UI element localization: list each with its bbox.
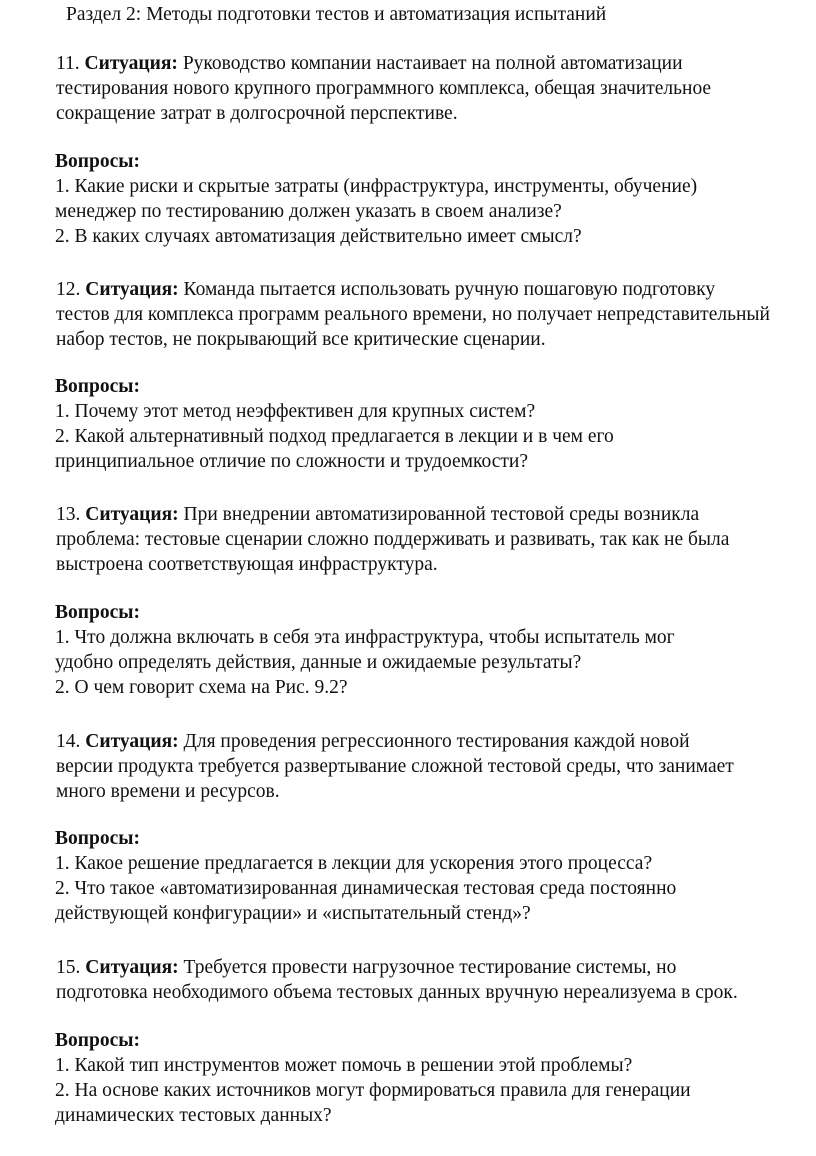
situation-block <box>2 502 810 577</box>
question-line: 2. Что такое «автоматизированная динамическая тестовая среда постоянно <box>55 878 677 899</box>
situation-line <box>2 51 810 76</box>
question-line: принципиальное отличие по сложности и трудоемкости? <box>55 451 528 472</box>
question-line: 1. Какой тип инструментов может помочь в решении этой проблемы? <box>55 1055 633 1076</box>
situation-label: Ситуация: <box>85 504 179 525</box>
situation-number: 13. <box>56 504 81 525</box>
situation-line <box>2 729 810 754</box>
situation-line <box>2 277 810 302</box>
situation-line: сокращение затрат в долгосрочной перспективе. <box>56 103 458 124</box>
situation-text: При внедрении автоматизированной тестовой среды возникла <box>183 504 700 525</box>
questions-heading: Вопросы: <box>55 828 140 849</box>
situation-label: Ситуация: <box>85 279 179 300</box>
situation-label: Ситуация: <box>85 731 179 752</box>
situation-number: 14. <box>56 731 81 752</box>
questions-block <box>55 826 805 926</box>
situation-block <box>2 729 810 804</box>
question-line: 2. О чем говорит схема на Рис. 9.2? <box>55 677 348 698</box>
situation-text: Руководство компании настаивает на полной автоматизации <box>182 53 683 74</box>
situation-text: Требуется провести нагрузочное тестирование системы, но <box>183 957 677 978</box>
question-line: действующей конфигурации» и «испытательный стенд»? <box>55 903 531 924</box>
questions-block <box>55 149 805 249</box>
situation-line: проблема: тестовые сценарии сложно поддерживать и развивать, так как не была <box>56 529 730 550</box>
section-title: Раздел 2: Методы подготовки тестов и автоматизация испытаний <box>66 4 607 25</box>
questions-heading: Вопросы: <box>55 602 140 623</box>
situation-block <box>2 955 810 1005</box>
question-line: 1. Какие риски и скрытые затраты (инфраструктура, инструменты, обучение) <box>55 176 698 197</box>
questions-block <box>55 1028 805 1128</box>
situation-number: 15. <box>56 957 81 978</box>
situation-line: версии продукта требуется развертывание сложной тестовой среды, что занимает <box>56 756 734 777</box>
question-line: 2. На основе каких источников могут формироваться правила для генерации <box>55 1080 691 1101</box>
situation-line: тестирования нового крупного программного комплекса, обещая значительное <box>56 78 712 99</box>
situation-line: подготовка необходимого объема тестовых данных вручную нереализуема в срок. <box>56 982 738 1003</box>
situation-line: тестов для комплекса программ реального времени, но получает непредставительный <box>56 304 770 325</box>
question-line: 2. Какой альтернативный подход предлагается в лекции и в чем его <box>55 426 614 447</box>
situation-label: Ситуация: <box>84 53 178 74</box>
situation-block <box>2 277 810 352</box>
question-line: удобно определять действия, данные и ожидаемые результаты? <box>55 652 582 673</box>
situation-text: Для проведения регрессионного тестирования каждой новой <box>183 731 690 752</box>
question-line: 2. В каких случаях автоматизация действительно имеет смысл? <box>55 226 582 247</box>
situation-line: набор тестов, не покрывающий все критические сценарии. <box>56 329 546 350</box>
questions-block <box>55 374 805 474</box>
situation-line <box>2 502 810 527</box>
situation-label: Ситуация: <box>85 957 179 978</box>
questions-heading: Вопросы: <box>55 1030 140 1051</box>
situation-text: Команда пытается использовать ручную пошаговую подготовку <box>183 279 716 300</box>
situation-line: много времени и ресурсов. <box>56 781 280 802</box>
situation-number: 12. <box>56 279 81 300</box>
questions-heading: Вопросы: <box>55 376 140 397</box>
situation-block <box>2 51 810 126</box>
situation-line <box>2 955 810 980</box>
question-line: менеджер по тестированию должен указать в своем анализе? <box>55 201 562 222</box>
situation-line: выстроена соответствующая инфраструктура. <box>56 554 438 575</box>
questions-block <box>55 600 805 700</box>
question-line: 1. Какое решение предлагается в лекции для ускорения этого процесса? <box>55 853 653 874</box>
question-line: 1. Почему этот метод неэффективен для крупных систем? <box>55 401 536 422</box>
questions-heading: Вопросы: <box>55 151 140 172</box>
question-line: динамических тестовых данных? <box>55 1105 332 1126</box>
situation-number: 11. <box>56 53 80 74</box>
question-line: 1. Что должна включать в себя эта инфраструктура, чтобы испытатель мог <box>55 627 675 648</box>
